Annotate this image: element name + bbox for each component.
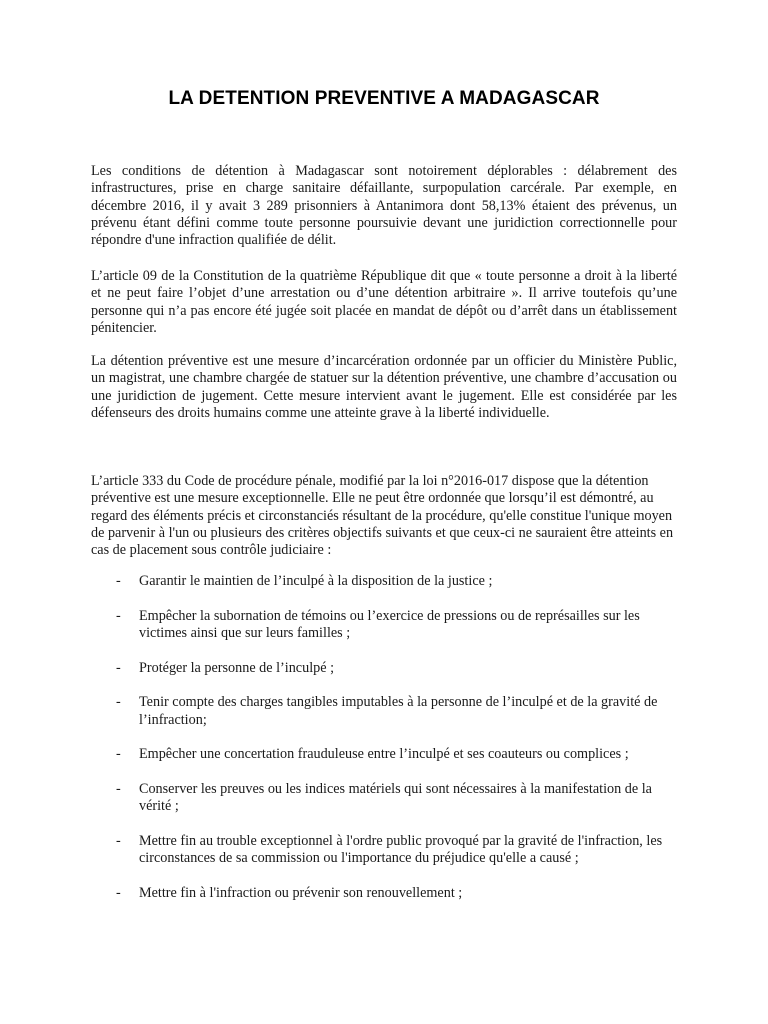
bullet-dash: - [116, 885, 121, 901]
bullet-dash: - [116, 694, 121, 711]
list-item [91, 885, 681, 902]
list-item [91, 694, 681, 729]
list-item [91, 660, 681, 677]
bullet-dash: - [116, 573, 121, 589]
list-item-text: Mettre fin à l'infraction ou prévenir son renouvellement ; [139, 885, 463, 901]
paragraph-constitution-article: L’article 09 de la Constitution de la quatrième République dit que « toute personne a droit à la liberté et ne peut faire l’objet d’une arrestation ou d’une détention arbitraire ». Il arrive toutefois qu’une personne qui n’a pas encore été jugée soit placée en mandat de dépôt ou d’arrêt dans un établissement pénitencier. [91, 268, 677, 336]
list-item [91, 573, 681, 590]
paragraph-article-333: L’article 333 du Code de procédure pénale, modifié par la loi n°2016-017 dispose que la détention préventive est une mesure exceptionnelle. Elle ne peut être ordonnée que lorsqu’il est démontré, au regard des éléments précis et circonstanciés résultant de la procédure, qu'elle constitue l'unique moyen de parvenir à l'un ou plusieurs des critères objectifs suivants et que ceux-ci ne sauraient être atteints en cas de placement sous contrôle judiciaire : [91, 473, 674, 559]
criteria-list [91, 573, 681, 920]
bullet-dash: - [116, 746, 121, 763]
bullet-dash: - [116, 833, 121, 850]
list-item-text: Protéger la personne de l’inculpé ; [139, 659, 335, 676]
list-item-text: Conserver les preuves ou les indices matériels qui sont nécessaires à la manifestation de la vérité ; [139, 781, 652, 815]
list-item-text: Empêcher la subornation de témoins ou l’exercice de pressions ou de représailles sur les victimes ainsi que sur leurs familles ; [139, 607, 640, 641]
list-item-text: Empêcher une concertation frauduleuse entre l’inculpé et ses coauteurs ou complices ; [139, 746, 629, 763]
bullet-dash: - [116, 607, 121, 624]
bullet-dash: - [116, 781, 121, 798]
paragraph-detention-conditions: Les conditions de détention à Madagascar sont notoirement déplorables : délabrement des infrastructures, prise en charge sanitaire défaillante, surpopulation carcérale. Par exemple, en décembre 2016, il y avait 3 289 prisonniers à Antanimora dont 58,13% étaient des prévenus, un prévenu étant défini comme toute personne poursuivie devant une juridiction correctionnelle pour répondre d'une infraction qualifiée de délit. [91, 163, 677, 249]
list-item [91, 781, 681, 816]
list-item [91, 608, 681, 643]
list-item-text: Mettre fin au trouble exceptionnel à l'ordre public provoqué par la gravité de l'infraction, les circonstances de sa commission ou l'importance du préjudice qu'elle a causé ; [139, 833, 663, 867]
list-item-text: Tenir compte des charges tangibles imputables à la personne de l’inculpé et de la gravité de l’infraction; [139, 694, 658, 728]
bullet-dash: - [116, 659, 121, 676]
document-title: LA DETENTION PREVENTIVE A MADAGASCAR [168, 88, 600, 109]
list-item [91, 746, 681, 763]
list-item-text: Garantir le maintien de l’inculpé à la disposition de la justice ; [139, 573, 493, 589]
paragraph-preventive-detention-definition: La détention préventive est une mesure d’incarcération ordonnée par un officier du Ministère Public, un magistrat, une chambre chargée de statuer sur la détention préventive, une chambre d’accusation ou une juridiction de jugement. Cette mesure intervient avant le jugement. Elle est considérée par les défenseurs des droits humains comme une atteinte grave à la liberté individuelle. [91, 353, 677, 421]
list-item [91, 833, 681, 868]
